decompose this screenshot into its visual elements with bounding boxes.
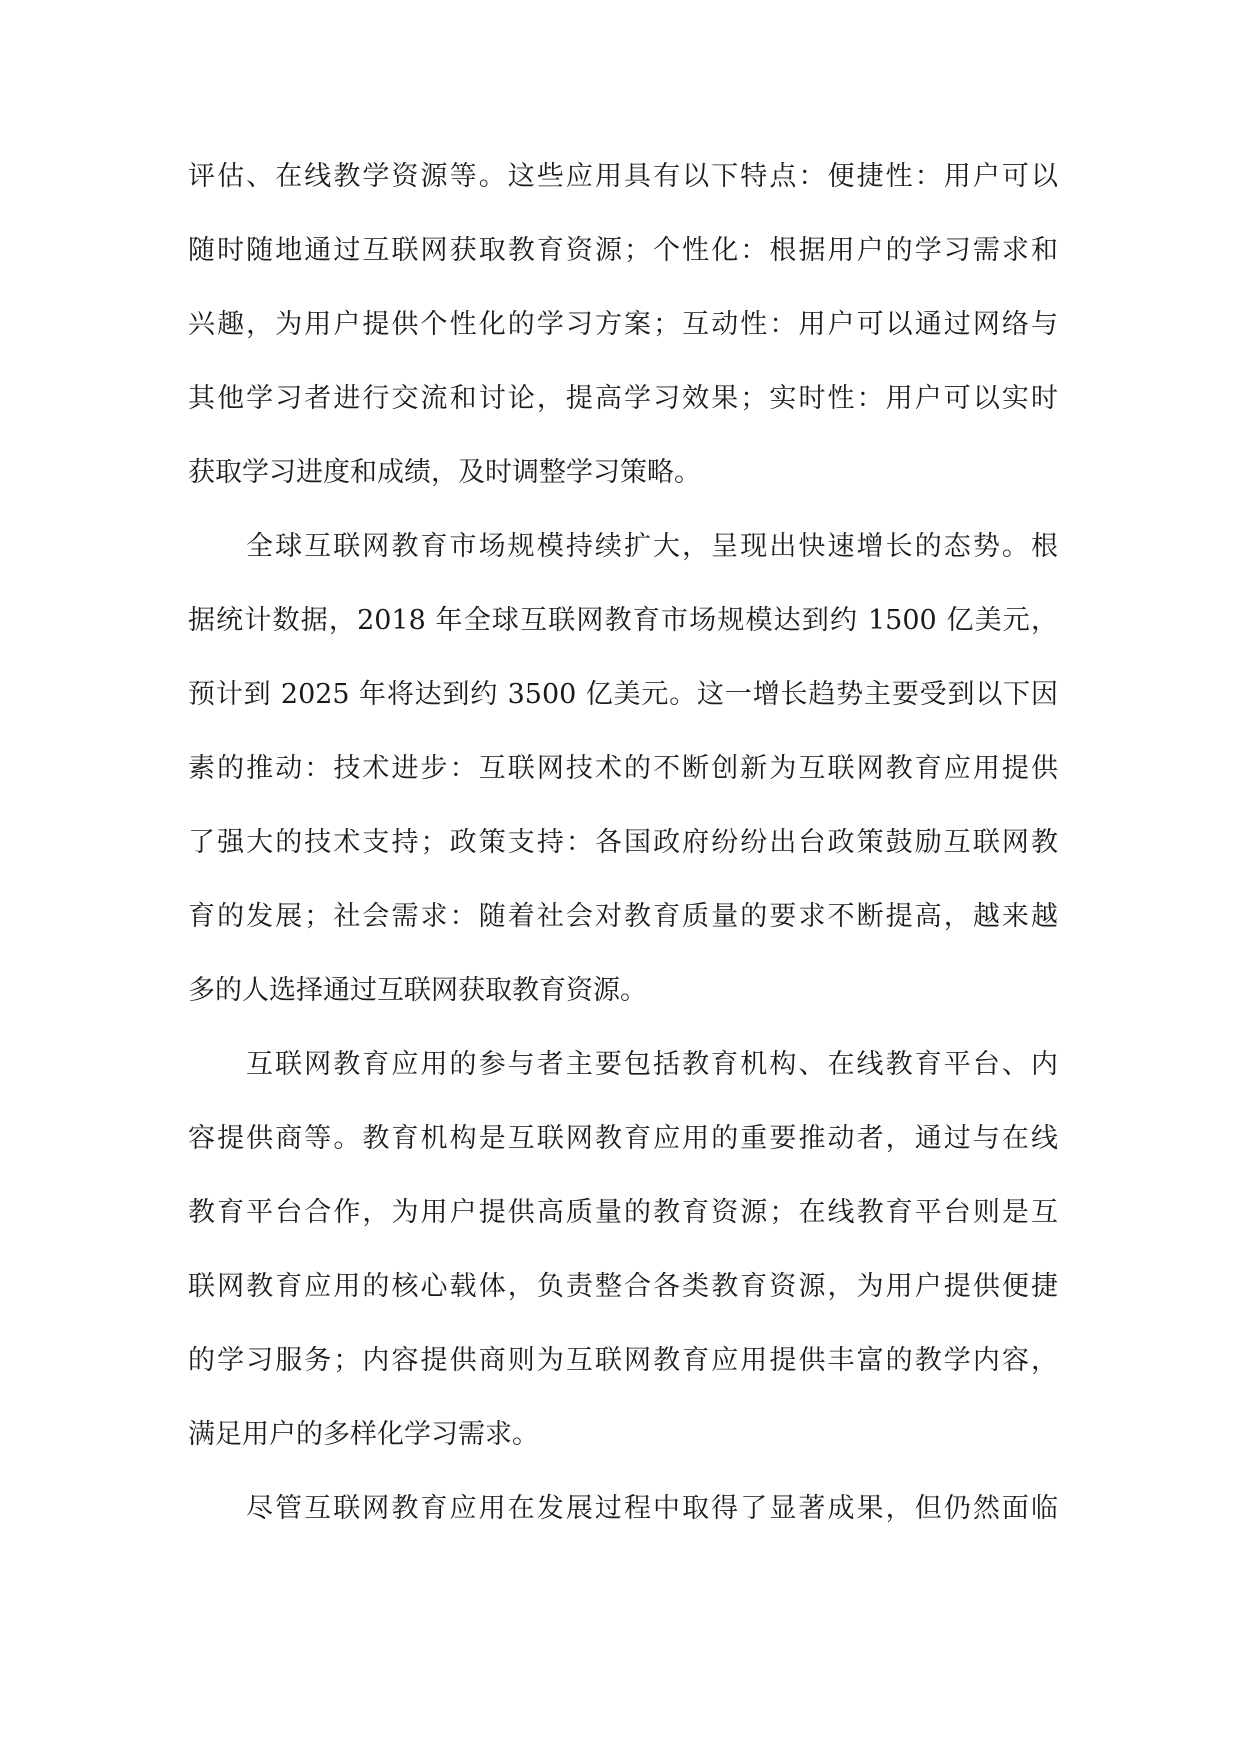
text-line: 教育平台合作，为用户提供高质量的教育资源；在线教育平台则是互 <box>188 1197 1058 1228</box>
paragraph-challenges <box>188 1472 1058 1546</box>
text-line: 其他学习者进行交流和讨论，提高学习效果；实时性：用户可以实时 <box>188 383 1058 414</box>
paragraph-participants <box>188 1028 1058 1472</box>
text-line: 的学习服务；内容提供商则为互联网教育应用提供丰富的教学内容， <box>188 1345 1058 1376</box>
text-line: 据统计数据，2018 年全球互联网教育市场规模达到约 1500 亿美元， <box>188 605 1058 636</box>
text-line: 了强大的技术支持；政策支持：各国政府纷纷出台政策鼓励互联网教 <box>188 827 1058 858</box>
text-line: 满足用户的多样化学习需求。 <box>188 1419 539 1450</box>
text-line: 预计到 2025 年将达到约 3500 亿美元。这一增长趋势主要受到以下因 <box>188 679 1058 710</box>
text-line: 互联网教育应用的参与者主要包括教育机构、在线教育平台、内 <box>246 1049 1058 1080</box>
text-line: 育的发展；社会需求：随着社会对教育质量的要求不断提高，越来越 <box>188 901 1058 932</box>
text-line: 容提供商等。教育机构是互联网教育应用的重要推动者，通过与在线 <box>188 1123 1058 1154</box>
paragraph-market-scale <box>188 510 1058 1028</box>
text-line: 素的推动：技术进步：互联网技术的不断创新为互联网教育应用提供 <box>188 753 1058 784</box>
text-line: 联网教育应用的核心载体，负责整合各类教育资源，为用户提供便捷 <box>188 1271 1058 1302</box>
text-line: 评估、在线教学资源等。这些应用具有以下特点：便捷性：用户可以 <box>188 161 1058 192</box>
text-line: 尽管互联网教育应用在发展过程中取得了显著成果，但仍然面临 <box>246 1493 1058 1524</box>
text-line: 全球互联网教育市场规模持续扩大，呈现出快速增长的态势。根 <box>246 531 1058 562</box>
paragraph-applications-features <box>188 140 1058 510</box>
text-line: 获取学习进度和成绩，及时调整学习策略。 <box>188 457 701 488</box>
text-line: 随时随地通过互联网获取教育资源；个性化：根据用户的学习需求和 <box>188 235 1058 266</box>
document-body <box>188 140 1058 1546</box>
text-line: 多的人选择通过互联网获取教育资源。 <box>188 975 647 1006</box>
text-line: 兴趣，为用户提供个性化的学习方案；互动性：用户可以通过网络与 <box>188 309 1058 340</box>
